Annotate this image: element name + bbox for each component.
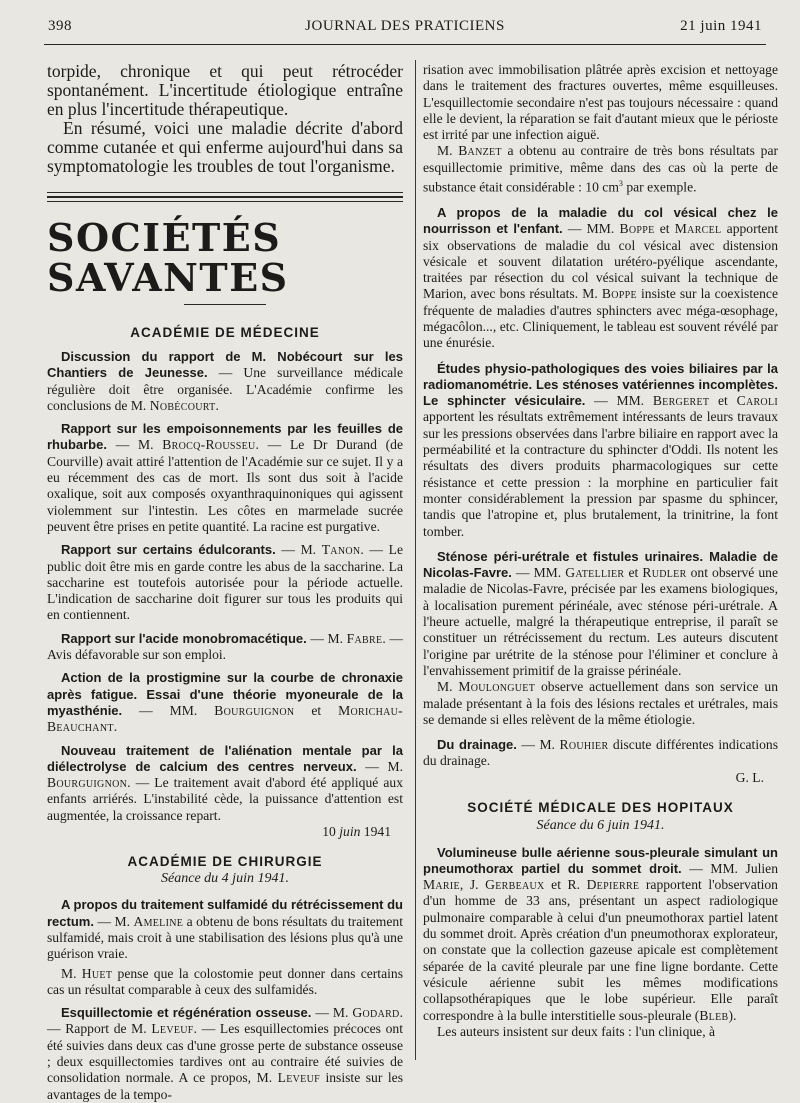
section-title: ACADÉMIE DE MÉDECINE	[130, 325, 320, 340]
intro-paragraph: En résumé, voici une maladie décrite d'abord comme cutanée et qui enferme aujourd'hui dans sa symptomatologie les troubles de tout l'organisme.	[47, 118, 403, 176]
article: A propos du traitement sulfamidé du rétrécissement du rectum. — M. Ameline a obtenu de bons résultats du traitement sulfamidé, mais croit à une stabilisation des lésions plus qu'à une guérison vraie.	[47, 897, 403, 962]
dateline: 10 juin 1941	[322, 824, 391, 840]
section-title: ACADÉMIE DE CHIRURGIE	[127, 854, 323, 870]
section-rules	[47, 192, 403, 202]
intro-text	[47, 62, 403, 176]
page-number: 398	[48, 18, 72, 34]
section-title: SOCIÉTÉ MÉDICALE DES HOPITAUX	[467, 800, 734, 815]
article: Du drainage. — M. Rouhier discute différentes indications du drainage.	[423, 737, 778, 769]
header-rule	[44, 44, 766, 45]
article: Sténose péri-urétrale et fistules urinaires. Maladie de Nicolas-Favre. — MM. Gatellier et Rudler ont observé une maladie de Nicolas-Favre, précisée par les examens biologiques, à localisation purement périnéale, avec sténose péri-urétrale. A l'heure actuelle, malgré la thérapeutique entreprise, il paraît se constituer un rétrécissement du rectum. Les auteurs discutent l'origine par urétrite de la sténose pour l'éliminer et conclure à l'envahissement primitif de la graisse périnéale.	[423, 548, 778, 678]
article-paragraph: Les auteurs insistent sur deux faits : l'un clinique, à	[437, 1023, 716, 1039]
article-paragraph: M. Huet pense que la colostomie peut donner dans certains cas un résultat comparable à ceux des sulfamidés.	[47, 965, 403, 997]
intro-paragraph: torpide, chronique et qui peut rétrocéder spontanément. L'incertitude étiologique entraîne en plus l'incertitude thérapeutique.	[47, 61, 403, 119]
seance-date: Séance du 4 juin 1941.	[161, 871, 289, 887]
article: Action de la prostigmine sur la courbe de chronaxie après fatigue. Essai d'une théorie myoneurale de la myasthénie. — MM. Bourguignon et Morichau-Beauchant.	[47, 670, 403, 735]
column-divider	[415, 60, 416, 1060]
article: Rapport sur l'acide monobromacétique. — M. Fabre. — Avis défavorable sur son emploi.	[47, 630, 404, 663]
running-header	[48, 18, 762, 40]
seance-date: Séance du 6 juin 1941.	[536, 818, 665, 834]
right-column	[423, 62, 778, 1040]
article: Esquillectomie et régénération osseuse. — M. Godard. — Rapport de M. Leveuf. — Les esquillectomies précoces ont été suivies dans deux cas d'une grosse perte de substance osseuse ; deux esquillectomies tardives ont au contraire été suivies de consolidation normale. A ce propos, M. Leveuf insiste sur les avantages de la tempo-	[47, 1005, 403, 1102]
article: Rapport sur les empoisonnements par les feuilles de rhubarbe. — M. Brocq-Rousseu. — Le Dr Durand (de Courville) avait attiré l'attention de l'Académie sur ce sujet. Il y a eu récemment des cas de mort. Ils sont dus soit à l'acide oxalique, soit aux composés oxyanthraquinoniques qui agissent violemment sur l'intestin. Les côtes en marmelade sucrée peuvent être prises en petite quantité. La racine est purgative.	[47, 421, 403, 534]
journal-title: JOURNAL DES PRATICIENS	[305, 18, 505, 34]
article-paragraph: M. Banzet a obtenu au contraire de très bons résultats par esquillectomie primitive, même dans des cas où la perte de substance était considérable : 10 $cm^3$ par exemple.	[423, 143, 779, 195]
main-title: SOCIÉTÉS SAVANTES	[47, 215, 289, 300]
signature: G. L.	[735, 769, 764, 785]
article: Volumineuse bulle aérienne sous-pleurale simulant un pneumothorax partiel du sommet droit. — MM. Julien Marie, J. Gerbeaux et R. Depierre rapportent l'observation d'un homme de 33 ans, présentant un aspect radiologique pulmonaire comparable à celui d'un pneumothorax partiel latent du sommet droit. Après création d'un pneumothorax explorateur, on constate que la collection gazeuse apicale est complètement séparée de la cavité pleurale par une fine ligne bordante. Cette vésicule aérienne subit les mêmes modifications collapsothérapiques que le lobe supérieur. Elle paraît correspondre à la bulle interstitielle sous-pleurale (Bleb).	[423, 844, 778, 1023]
article-paragraph: M. Moulonguet observe actuellement dans son service un malade présentant à la fois des lésions rectales et urétrales, mais se demande si elles relèvent de la même étiologie.	[423, 679, 778, 727]
article: Nouveau traitement de l'aliénation mentale par la diélectrolyse de calcium des centres nerveux. — M. Bourguignon. — Le traitement avait d'abord été appliqué aux enfants arriérés. L'instabilité cède, la puissance d'attention est augmentée, la croissance repart.	[47, 742, 403, 823]
article: A propos de la maladie du col vésical chez le nourrisson et l'enfant. — MM. Boppe et Marcel apportent six observations de maladie du col vésical avec distension vésicale et souvent dilatation urétéro-pyélique ascendante, traitées par résection du col vésical suivant la technique de Marion, avec bons résultats. M. Boppe insiste sur la coexistence fréquente de maladies d'autres sphincters avec méga-œsophage, mégacôlon..., etc. Cliniquement, le tableau est souvent révélé par une énurésie.	[423, 204, 779, 351]
article: Études physio-pathologiques des voies biliaires par la radiomanométrie. Les sténoses vatériennes incomplètes. Le sphincter vésiculaire. — MM. Bergeret et Caroli apportent les résultats extrêmement intéressants de leurs travaux sur les pressions observées dans l'arbre biliaire en rapport avec la perméabilité et la contracture du sphincter d'Oddi. Ils notent les résultats des divers produits pharmacologiques sur cette résistance et cette pression : la morphine en particulier fait monter considérablement la pression par spasme du sphincer, tandis que l'atropine et, plus brutalement, la trinitrine, la font tomber.	[423, 360, 778, 539]
article: Discussion du rapport de M. Nobécourt sur les Chantiers de Jeunesse. — Une surveillance médicale régulière doit être organisée. L'Académie confirme les conclusions de M. Nobécourt.	[47, 349, 403, 413]
academie-medecine	[47, 349, 403, 840]
academie-chirurgie	[47, 897, 403, 1103]
issue-date: 21 juin 1941	[680, 18, 762, 34]
continued-paragraph: risation avec immobilisation plâtrée après excision et nettoyage dans le traitement des fractures ouvertes, même esquilleuses. L'esquillectomie secondaire n'est pas toujours nécessaire : quand elle le devient, la réparation se fait d'autant mieux que le périoste est irrité par une infection aiguë.	[423, 62, 778, 143]
left-column	[47, 62, 403, 1103]
title-underline	[184, 304, 266, 305]
article: Rapport sur certains édulcorants. — M. Tanon. — Le public doit être mis en garde contre les abus de la saccharine. La saccharine est toutefois autorisée pour la période actuelle. L'indication de saccharine doit figurer sur tous les produits qui en contiennent.	[47, 542, 403, 623]
